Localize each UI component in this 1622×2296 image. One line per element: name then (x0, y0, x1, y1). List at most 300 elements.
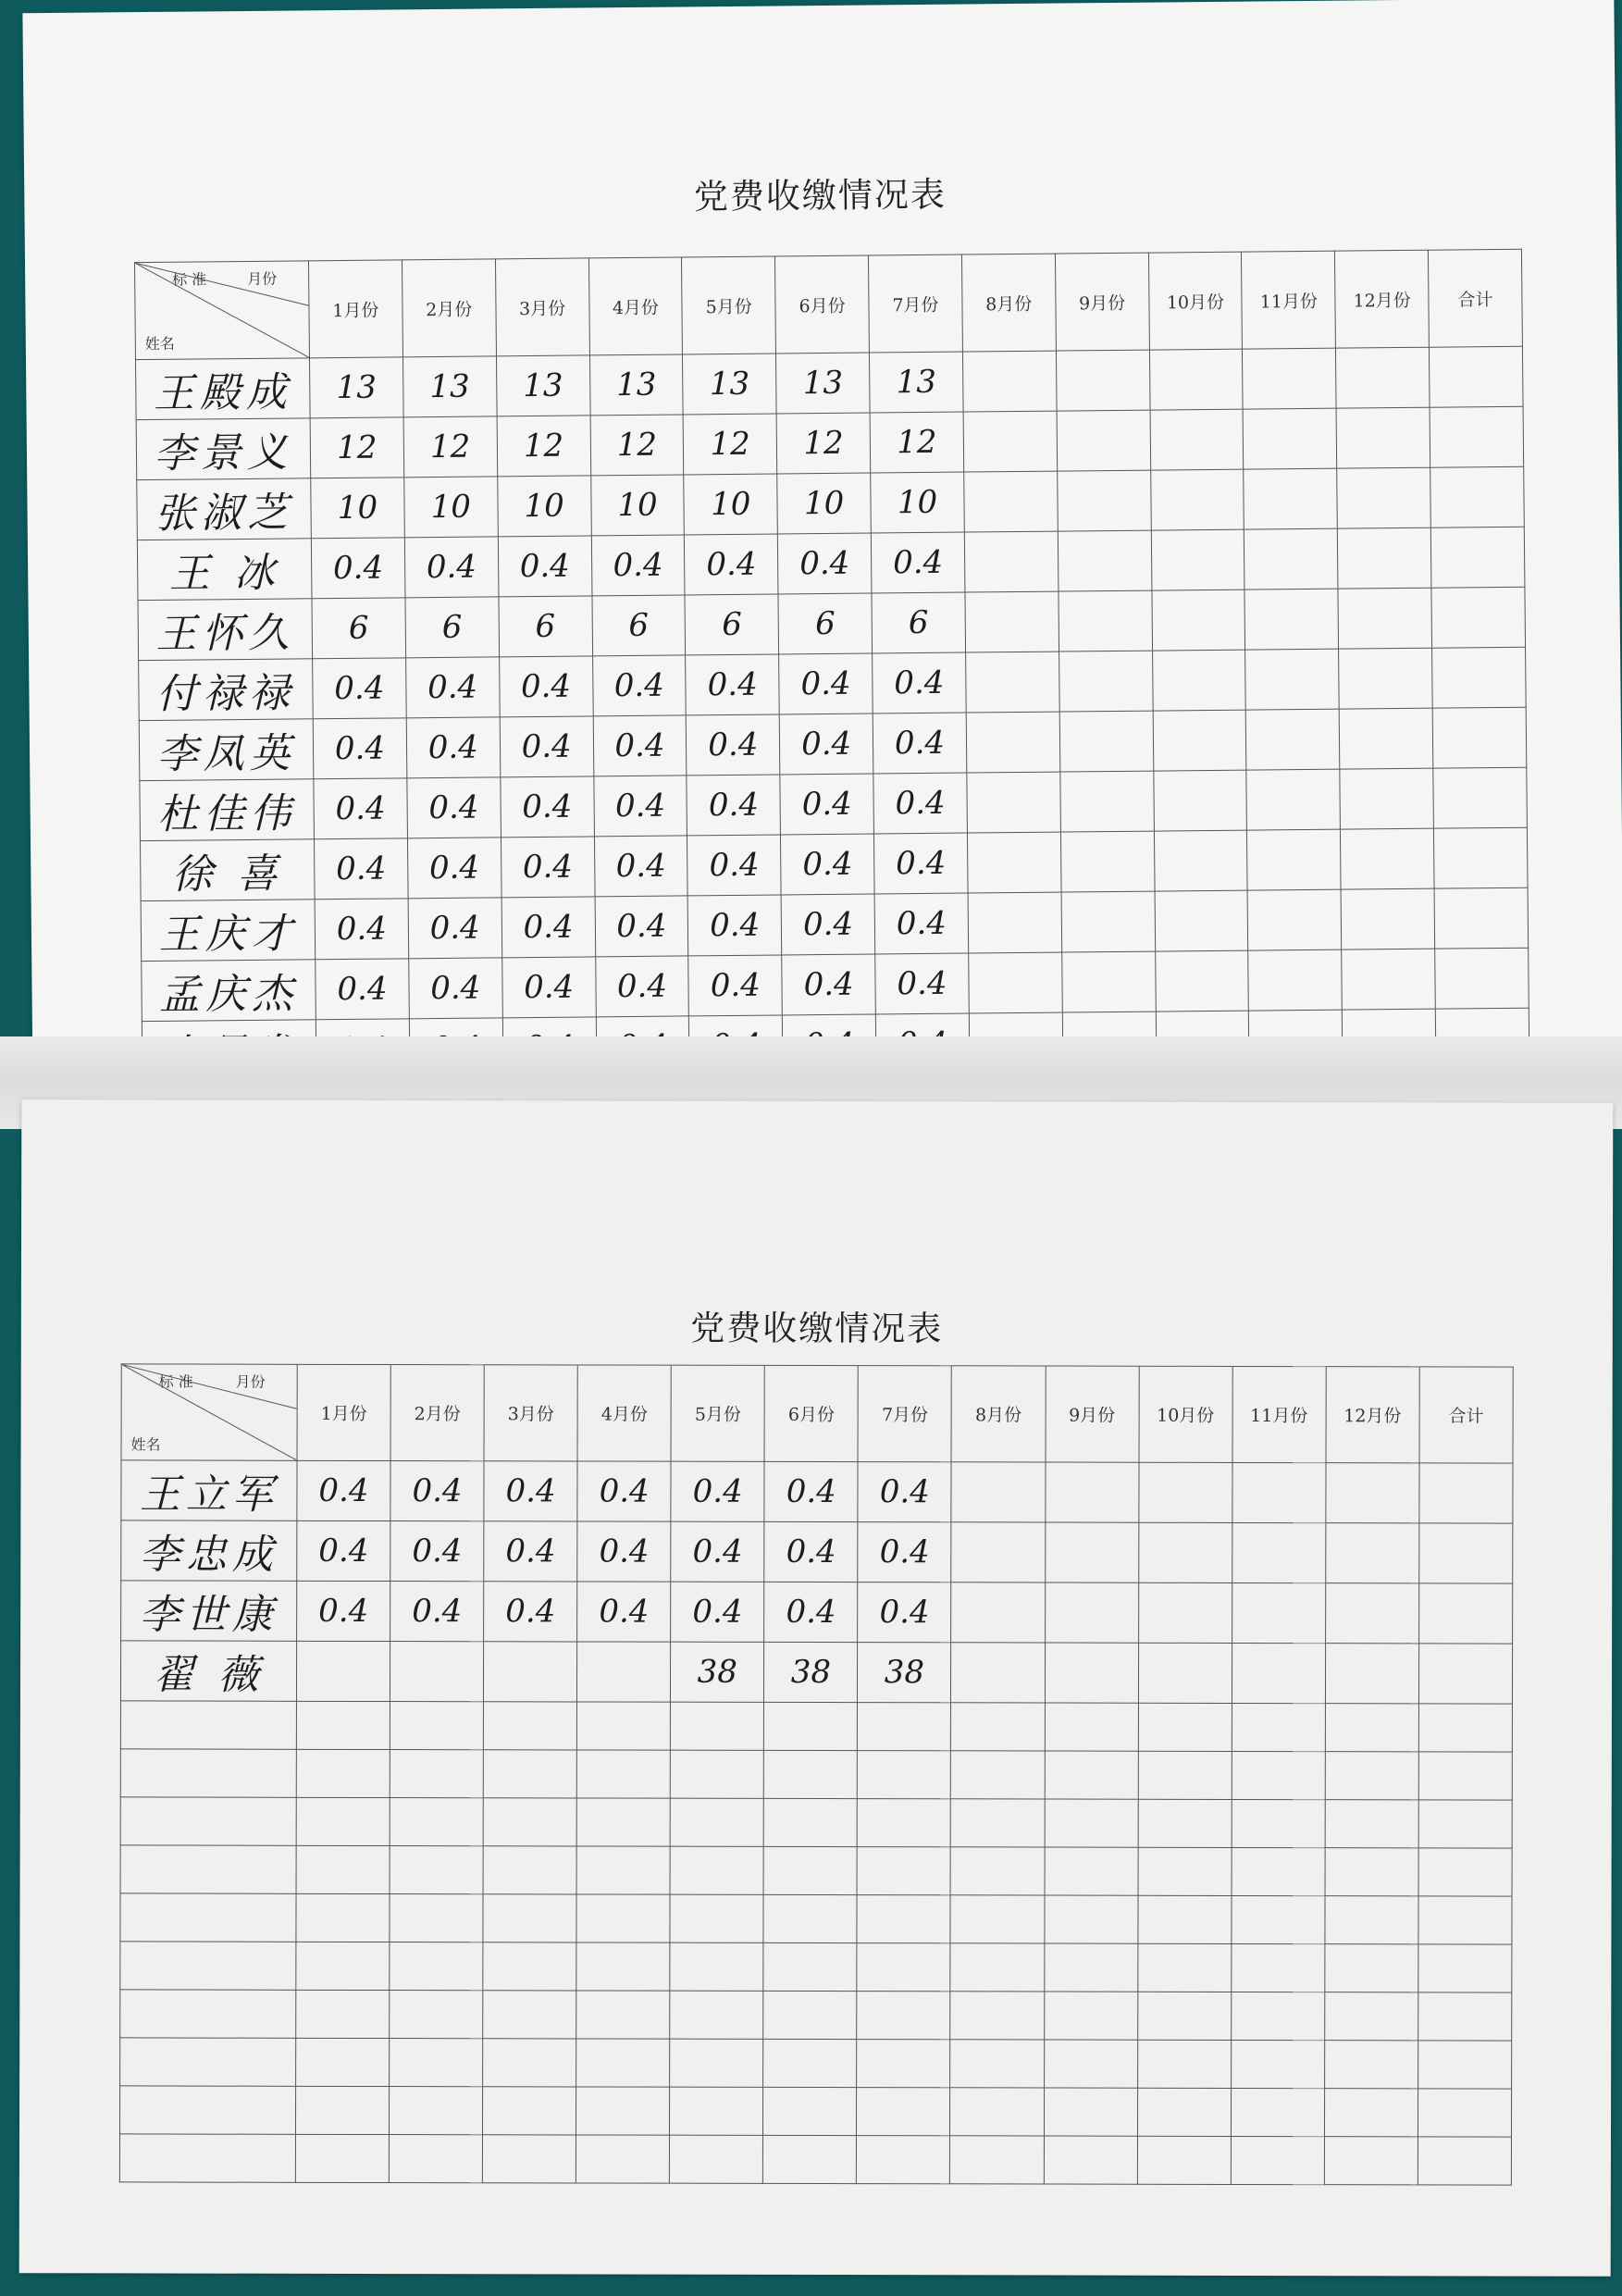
month-header: 12月份 (1335, 250, 1430, 348)
empty-cell (858, 1703, 951, 1751)
empty-cell (1044, 2136, 1137, 2184)
member-name: 王 冰 (137, 539, 312, 601)
dues-cell: 0.4 (313, 658, 406, 719)
empty-cell (1418, 1800, 1512, 1848)
dues-cell (963, 411, 1057, 472)
empty-cell (950, 2136, 1044, 2184)
empty-cell (576, 1942, 670, 1991)
dues-cell (1336, 407, 1430, 468)
empty-cell (120, 1701, 296, 1749)
dues-cell: 0.4 (671, 1521, 764, 1582)
empty-cell (1232, 1799, 1325, 1847)
dues-cell: 10 (684, 474, 777, 535)
empty-cell (483, 2039, 576, 2087)
empty-cell (951, 1703, 1045, 1751)
dues-cell: 0.4 (780, 774, 873, 835)
empty-cell (1231, 2088, 1324, 2136)
dues-cell (965, 652, 1059, 713)
empty-cell (576, 1991, 670, 2039)
empty-cell (1418, 2041, 1511, 2089)
dues-cell (951, 1582, 1045, 1643)
empty-cell (1231, 2136, 1324, 2184)
dues-cell (1243, 348, 1336, 409)
dues-cell (1155, 950, 1248, 1011)
empty-cell (763, 1798, 857, 1846)
member-name: 杜佳伟 (140, 779, 315, 841)
empty-cell (483, 1798, 576, 1846)
month-header: 12月份 (1326, 1367, 1419, 1463)
dues-cell (1061, 951, 1155, 1012)
dues-cell (1056, 350, 1149, 411)
dues-cell: 6 (592, 595, 686, 656)
dues-cell: 6 (872, 592, 965, 653)
dues-cell: 0.4 (875, 953, 969, 1014)
empty-cell (296, 2038, 390, 2086)
dues-cell: 0.4 (873, 713, 966, 774)
dues-cell (1325, 1644, 1418, 1704)
member-name: 王庆才 (141, 900, 316, 962)
dues-cell (1338, 527, 1431, 589)
empty-cell (120, 1797, 296, 1845)
month-header: 2月份 (390, 1365, 484, 1461)
dues-cell: 12 (497, 416, 590, 477)
blank-row (120, 1990, 1512, 2041)
empty-cell (390, 2039, 483, 2087)
empty-cell (764, 1702, 858, 1750)
dues-cell (965, 591, 1059, 652)
dues-cell: 0.4 (498, 536, 591, 597)
empty-cell (858, 1751, 951, 1799)
total-cell (1430, 346, 1523, 407)
dues-cell (1248, 949, 1342, 1011)
dues-cell: 0.4 (405, 657, 499, 718)
dues-cell: 0.4 (671, 1582, 764, 1642)
dues-cell: 0.4 (779, 653, 873, 714)
empty-cell (1324, 2137, 1418, 2185)
empty-cell (1232, 1751, 1325, 1799)
empty-cell (1324, 2041, 1418, 2089)
empty-cell (764, 1750, 858, 1798)
dues-table-2 (119, 1363, 1514, 2185)
empty-cell (483, 1750, 576, 1798)
dues-cell: 0.4 (593, 776, 687, 837)
dues-cell: 10 (497, 476, 590, 537)
empty-cell (390, 1798, 483, 1846)
header-row (121, 1364, 1513, 1463)
dues-cell (1060, 771, 1154, 832)
empty-cell (296, 1797, 390, 1845)
empty-cell (1044, 1943, 1137, 1992)
dues-cell: 0.4 (408, 898, 501, 959)
empty-cell (670, 2087, 763, 2135)
dues-cell (1058, 530, 1151, 591)
empty-cell (120, 1893, 296, 1942)
dues-cell: 0.4 (484, 1582, 577, 1642)
dues-cell: 12 (310, 417, 403, 478)
standard-label: 标 准 (172, 270, 207, 289)
dues-cell: 0.4 (297, 1460, 390, 1520)
empty-cell (1325, 1800, 1418, 1848)
dues-cell: 0.4 (595, 896, 688, 957)
dues-cell (1244, 408, 1337, 469)
dues-cell: 10 (404, 477, 498, 538)
month-header: 4月份 (588, 257, 683, 355)
month-header: 8月份 (951, 1366, 1045, 1462)
dues-cell: 0.4 (577, 1461, 671, 1521)
dues-cell: 0.4 (314, 838, 407, 900)
dues-cell (1336, 347, 1430, 408)
month-header: 2月份 (402, 259, 496, 357)
dues-cell (966, 712, 1059, 773)
member-name: 李世康 (121, 1581, 297, 1641)
dues-cell (1153, 770, 1246, 831)
month-header: 7月份 (858, 1366, 951, 1462)
table-row (121, 1581, 1513, 1644)
empty-cell (1137, 1992, 1231, 2040)
empty-cell (1418, 1992, 1511, 2041)
member-name: 翟 薇 (120, 1641, 296, 1701)
lower-sheet (19, 1099, 1614, 2277)
dues-cell (1339, 708, 1432, 769)
dues-cell (1325, 1523, 1418, 1583)
dues-cell (1152, 650, 1245, 711)
dues-cell: 0.4 (390, 1582, 484, 1642)
table-row (121, 1520, 1513, 1583)
empty-cell (763, 2135, 857, 2183)
dues-cell (1246, 769, 1340, 830)
empty-cell (857, 2088, 950, 2136)
empty-cell (120, 1942, 296, 1990)
empty-cell (1231, 2040, 1324, 2088)
member-name: 王怀久 (138, 599, 313, 661)
dues-cell: 0.4 (499, 656, 592, 717)
empty-cell (763, 1991, 857, 2039)
empty-cell (950, 1847, 1044, 1895)
blank-row (120, 1893, 1512, 1944)
dues-cell (967, 832, 1060, 893)
blank-row (120, 1701, 1512, 1752)
dues-cell: 0.4 (390, 1461, 484, 1521)
dues-cell: 0.4 (871, 532, 964, 593)
dues-cell: 0.4 (671, 1461, 764, 1521)
empty-cell (1418, 1896, 1512, 1944)
dues-cell: 38 (671, 1642, 764, 1702)
empty-cell (670, 2039, 763, 2087)
empty-cell (577, 1702, 671, 1750)
dues-cell: 0.4 (685, 534, 778, 595)
empty-cell (576, 2039, 670, 2087)
empty-cell (763, 2087, 857, 2135)
dues-cell: 13 (776, 353, 870, 414)
dues-cell: 0.4 (874, 893, 968, 954)
dues-cell (969, 952, 1062, 1013)
empty-cell (576, 2135, 670, 2183)
dues-cell: 0.4 (873, 652, 966, 714)
dues-cell: 0.4 (781, 834, 874, 895)
dues-cell (1155, 890, 1248, 951)
empty-cell (390, 1991, 483, 2039)
empty-cell (763, 1846, 857, 1894)
dues-cell: 0.4 (409, 958, 502, 1019)
dues-cell: 13 (589, 354, 683, 416)
dues-cell (1340, 768, 1433, 829)
empty-cell (1137, 2136, 1231, 2184)
month-header: 5月份 (671, 1365, 764, 1461)
total-header: 合计 (1419, 1367, 1513, 1463)
empty-cell (576, 2087, 670, 2135)
dues-cell: 13 (683, 354, 776, 415)
month-header: 10月份 (1148, 252, 1243, 350)
total-header: 合计 (1429, 249, 1523, 347)
empty-cell (390, 2087, 483, 2135)
empty-cell (763, 1942, 857, 1991)
dues-cell: 0.4 (858, 1462, 951, 1522)
dues-cell: 0.4 (501, 897, 595, 958)
empty-cell (857, 1943, 950, 1992)
standard-label: 标 准 (158, 1372, 193, 1391)
header-row (134, 249, 1522, 359)
dues-cell (951, 1462, 1045, 1522)
empty-cell (1231, 1992, 1324, 2040)
dues-cell: 12 (870, 412, 963, 473)
dues-cell: 6 (312, 598, 405, 659)
empty-cell (671, 1750, 764, 1798)
dues-cell (577, 1642, 671, 1702)
empty-cell (1137, 1943, 1231, 1992)
table-row (120, 1641, 1512, 1704)
empty-cell (857, 1895, 950, 1943)
empty-cell (1325, 1896, 1418, 1944)
dues-cell (1057, 470, 1150, 531)
blank-row (119, 2086, 1511, 2137)
dues-cell: 0.4 (687, 714, 780, 776)
dues-cell: 0.4 (873, 773, 967, 834)
dues-cell (1247, 829, 1341, 890)
dues-cell: 0.4 (407, 838, 501, 899)
empty-cell (671, 1702, 764, 1750)
empty-cell (120, 1990, 296, 2038)
dues-cell: 0.4 (501, 776, 594, 838)
total-cell (1433, 767, 1527, 828)
dues-cell: 0.4 (297, 1581, 390, 1641)
dues-cell (1061, 891, 1155, 952)
empty-cell (1418, 1848, 1512, 1896)
empty-cell (950, 1992, 1044, 2040)
empty-cell (1138, 1703, 1232, 1751)
total-cell (1418, 1583, 1512, 1644)
month-header: 6月份 (775, 255, 870, 354)
month-header: 1月份 (297, 1364, 390, 1460)
blank-row (120, 1942, 1512, 1992)
empty-cell (1045, 1847, 1138, 1895)
empty-cell (120, 1749, 296, 1797)
dues-cell: 0.4 (687, 895, 781, 956)
dues-cell (1341, 888, 1434, 949)
dues-cell (1045, 1522, 1138, 1582)
total-cell (1418, 1523, 1512, 1583)
empty-cell (389, 2135, 482, 2183)
dues-cell: 13 (870, 352, 963, 413)
dues-cell (1138, 1582, 1232, 1643)
empty-cell (670, 1991, 763, 2039)
dues-cell (1045, 1582, 1138, 1643)
dues-cell (1232, 1582, 1325, 1643)
empty-cell (858, 1799, 951, 1847)
member-name: 李景义 (136, 418, 311, 480)
dues-cell: 0.4 (782, 954, 875, 1015)
empty-cell (1231, 1943, 1324, 1992)
empty-cell (296, 1942, 390, 1990)
total-cell (1430, 527, 1524, 588)
empty-cell (390, 1942, 483, 1991)
member-name: 孟庆杰 (142, 960, 316, 1022)
empty-cell (576, 1798, 670, 1846)
total-cell (1418, 1644, 1512, 1704)
month-header: 3月份 (484, 1365, 577, 1461)
dues-cell: 13 (496, 355, 589, 416)
dues-cell (1057, 410, 1150, 471)
dues-cell (1337, 467, 1430, 528)
total-cell (1430, 466, 1524, 527)
empty-cell (857, 2136, 950, 2184)
member-name: 李忠成 (121, 1520, 297, 1581)
empty-cell (119, 2134, 295, 2182)
total-cell (1432, 707, 1526, 768)
dues-cell: 0.4 (858, 1522, 951, 1582)
empty-cell (119, 2086, 295, 2134)
dues-cell (968, 892, 1061, 953)
empty-cell (1044, 2088, 1137, 2136)
empty-cell (390, 1702, 483, 1750)
dues-cell (967, 772, 1060, 833)
dues-cell: 0.4 (778, 533, 872, 594)
dues-cell (1150, 409, 1244, 470)
dues-cell (951, 1522, 1045, 1582)
empty-cell (483, 1702, 576, 1750)
dues-cell (1244, 589, 1338, 650)
dues-cell (1245, 649, 1339, 710)
dues-cell: 0.4 (686, 654, 779, 715)
dues-cell (1154, 830, 1247, 891)
table-row (121, 1460, 1513, 1523)
month-header: 1月份 (308, 260, 402, 358)
month-header: 5月份 (682, 256, 776, 354)
dues-cell (964, 531, 1058, 592)
empty-cell (1324, 1992, 1418, 2041)
dues-cell (1149, 349, 1243, 410)
empty-cell (295, 2134, 389, 2182)
empty-cell (1324, 2089, 1418, 2137)
dues-cell: 0.4 (407, 777, 501, 838)
empty-cell (1232, 1847, 1325, 1895)
dues-cell: 6 (685, 594, 778, 655)
empty-cell (1044, 1992, 1137, 2040)
empty-cell (1418, 2137, 1511, 2185)
empty-cell (1232, 1895, 1325, 1943)
empty-cell (1325, 1752, 1418, 1800)
dues-cell: 0.4 (390, 1521, 484, 1582)
blank-row (120, 1845, 1512, 1896)
dues-cell: 0.4 (779, 714, 873, 775)
dues-cell (1138, 1462, 1232, 1522)
total-cell (1430, 406, 1523, 467)
member-name: 李凤英 (139, 719, 314, 781)
member-name: 徐 喜 (140, 839, 315, 901)
blank-row (120, 1797, 1512, 1848)
dues-cell (1045, 1643, 1138, 1703)
empty-cell (670, 1798, 763, 1846)
name-label: 姓名 (130, 1435, 161, 1454)
empty-cell (1138, 1847, 1232, 1895)
empty-cell (1325, 1944, 1418, 1992)
empty-cell (1418, 1752, 1512, 1800)
empty-cell (576, 1894, 670, 1942)
empty-cell (295, 2086, 389, 2134)
dues-cell: 0.4 (858, 1582, 951, 1643)
dues-cell (1152, 590, 1245, 651)
empty-cell (1325, 1848, 1418, 1896)
dues-cell: 0.4 (764, 1521, 858, 1582)
dues-cell: 0.4 (592, 655, 686, 716)
dues-cell: 0.4 (764, 1461, 858, 1521)
dues-cell: 38 (858, 1643, 951, 1703)
empty-cell (763, 2039, 857, 2087)
name-label: 姓名 (144, 334, 175, 354)
empty-cell (1418, 1704, 1512, 1752)
empty-cell (483, 1894, 576, 1942)
dues-cell (1151, 529, 1244, 590)
empty-cell (670, 1942, 763, 1991)
dues-cell: 0.4 (781, 894, 874, 955)
dues-cell: 13 (309, 357, 402, 418)
dues-cell (484, 1642, 577, 1702)
dues-cell: 0.4 (594, 836, 687, 897)
dues-cell: 0.4 (687, 835, 781, 896)
empty-cell (950, 2088, 1044, 2136)
empty-cell (296, 1893, 390, 1942)
dues-cell (1341, 828, 1434, 889)
empty-cell (1137, 2088, 1231, 2136)
empty-cell (296, 1749, 390, 1797)
dues-cell: 0.4 (500, 716, 593, 777)
dues-cell (1326, 1463, 1419, 1523)
dues-cell: 12 (683, 414, 776, 475)
dues-cell: 6 (499, 596, 592, 657)
empty-cell (1137, 2040, 1231, 2088)
empty-cell (670, 1894, 763, 1942)
dues-cell (1045, 1462, 1138, 1522)
dues-cell: 0.4 (297, 1520, 390, 1581)
month-header: 11月份 (1242, 251, 1336, 349)
dues-cell: 0.4 (484, 1461, 577, 1521)
total-cell (1419, 1463, 1513, 1523)
dues-cell (1059, 590, 1152, 652)
sheet-title: 党费收缴情况表 (690, 1308, 944, 1349)
dues-cell: 12 (776, 413, 870, 474)
dues-cell: 0.4 (874, 833, 968, 894)
total-cell (1431, 587, 1525, 648)
empty-cell (857, 2040, 950, 2088)
dues-cell (1059, 711, 1153, 772)
dues-cell: 6 (405, 597, 499, 658)
member-name: 张淑芝 (137, 478, 312, 540)
month-header: 9月份 (1046, 1366, 1139, 1462)
empty-cell (950, 2040, 1044, 2088)
dues-cell: 0.4 (687, 775, 780, 836)
empty-cell (763, 1894, 857, 1942)
empty-cell (1138, 1799, 1232, 1847)
blank-row (120, 1749, 1512, 1800)
